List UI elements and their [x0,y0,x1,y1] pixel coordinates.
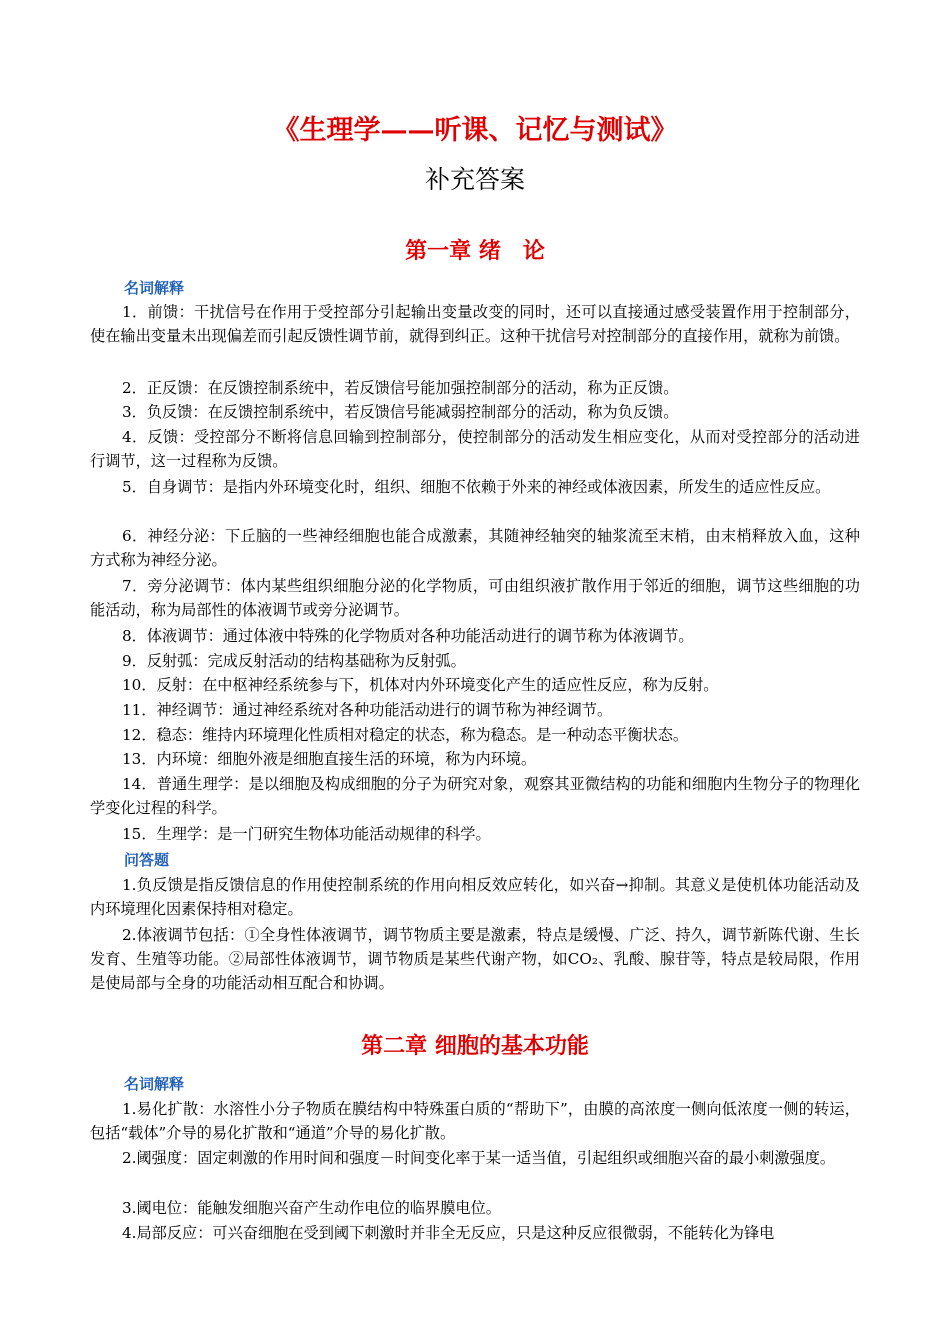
ch1-term-14: 14．普通生理学：是以细胞及构成细胞的分子为研究对象，观察其亚微结构的功能和细胞内生物分子的物理化学变化过程的科学。 [90,775,860,817]
document-title: 《生理学——听课、记忆与测试》 [272,115,678,146]
ch1-term-6: 6．神经分泌：下丘脑的一些神经细胞也能合成激素，其随神经轴突的轴浆流至末梢，由末梢释放入血，这种方式称为神经分泌。 [90,527,860,569]
ch1-term-4: 4．反馈：受控部分不断将信息回输到控制部分，使控制部分的活动发生相应变化，从而对受控部分的活动进行调节，这一过程称为反馈。 [90,428,860,470]
ch2-term-2: 2.阈强度：固定刺激的作用时间和强度－时间变化率于某一适当值，引起组织或细胞兴奋的最小刺激强度。 [122,1149,836,1167]
ch1-term-11: 11．神经调节：通过神经系统对各种功能活动进行的调节称为神经调节。 [122,701,613,719]
ch1-term-10: 10．反射：在中枢神经系统参与下，机体对内外环境变化产生的适应性反应，称为反射。 [122,676,719,694]
chapter-1-qa-heading: 问答题 [124,851,170,869]
ch1-term-1: 1．前馈：干扰信号在作用于受控部分引起输出变量改变的同时，还可以直接通过感受装置作用于控制部分，使在输出变量未出现偏差而引起反馈性调节前，就得到纠正。这种干扰信号对控制部分的直接作用，就称为前馈。 [90,303,860,345]
ch1-term-15: 15．生理学：是一门研究生物体功能活动规律的科学。 [122,825,491,843]
ch2-term-4: 4.局部反应：可兴奋细胞在受到阈下刺激时并非全无反应，只是这种反应很微弱，不能转化为锋电 [122,1224,775,1242]
ch1-term-2: 2．正反馈：在反馈控制系统中，若反馈信号能加强控制部分的活动，称为正反馈。 [122,379,679,397]
ch2-term-1: 1.易化扩散：水溶性小分子物质在膜结构中特殊蛋白质的“帮助下”，由膜的高浓度一侧向低浓度一侧的转运，包括“载体”介导的易化扩散和“通道”介导的易化扩散。 [90,1100,860,1142]
ch1-qa-1: 1.负反馈是指反馈信息的作用使控制系统的作用向相反效应转化，如兴奋→抑制。其意义是使机体功能活动及内环境理化因素保持相对稳定。 [90,876,860,918]
chapter-1-title: 第一章 绪 论 [405,238,545,264]
ch1-term-8: 8．体液调节：通过体液中特殊的化学物质对各种功能活动进行的调节称为体液调节。 [122,627,694,645]
ch1-term-13: 13．内环境：细胞外液是细胞直接生活的环境，称为内环境。 [122,750,537,768]
chapter-1-terms-heading: 名词解释 [124,279,185,297]
ch1-term-7: 7．旁分泌调节：体内某些组织细胞分泌的化学物质，可由组织液扩散作用于邻近的细胞，调节这些细胞的功能活动，称为局部性的体液调节或旁分泌调节。 [90,577,860,619]
ch1-term-12: 12．稳态：维持内环境理化性质相对稳定的状态，称为稳态。是一种动态平衡状态。 [122,726,689,744]
ch1-term-3: 3．负反馈：在反馈控制系统中，若反馈信号能减弱控制部分的活动，称为负反馈。 [122,403,679,421]
chapter-2-title: 第二章 细胞的基本功能 [361,1033,589,1059]
document-subtitle: 补充答案 [424,165,525,194]
ch1-term-9: 9．反射弧：完成反射活动的结构基础称为反射弧。 [122,652,466,670]
chapter-2-terms-heading: 名词解释 [124,1075,185,1093]
ch1-term-5: 5．自身调节：是指内外环境变化时，组织、细胞不依赖于外来的神经或体液因素，所发生的适应性反应。 [122,478,831,496]
ch2-term-3: 3.阈电位：能触发细胞兴奋产生动作电位的临界膜电位。 [122,1199,501,1217]
ch1-qa-2: 2.体液调节包括：①全身性体液调节，调节物质主要是激素，特点是缓慢、广泛、持久，调节新陈代谢、生长发育、生殖等功能。②局部性体液调节，调节物质是某些代谢产物，如CO₂、乳酸、腺苷等，特点是较局限，作用是使局部与全身的功能活动相互配合和协调。 [90,926,860,992]
